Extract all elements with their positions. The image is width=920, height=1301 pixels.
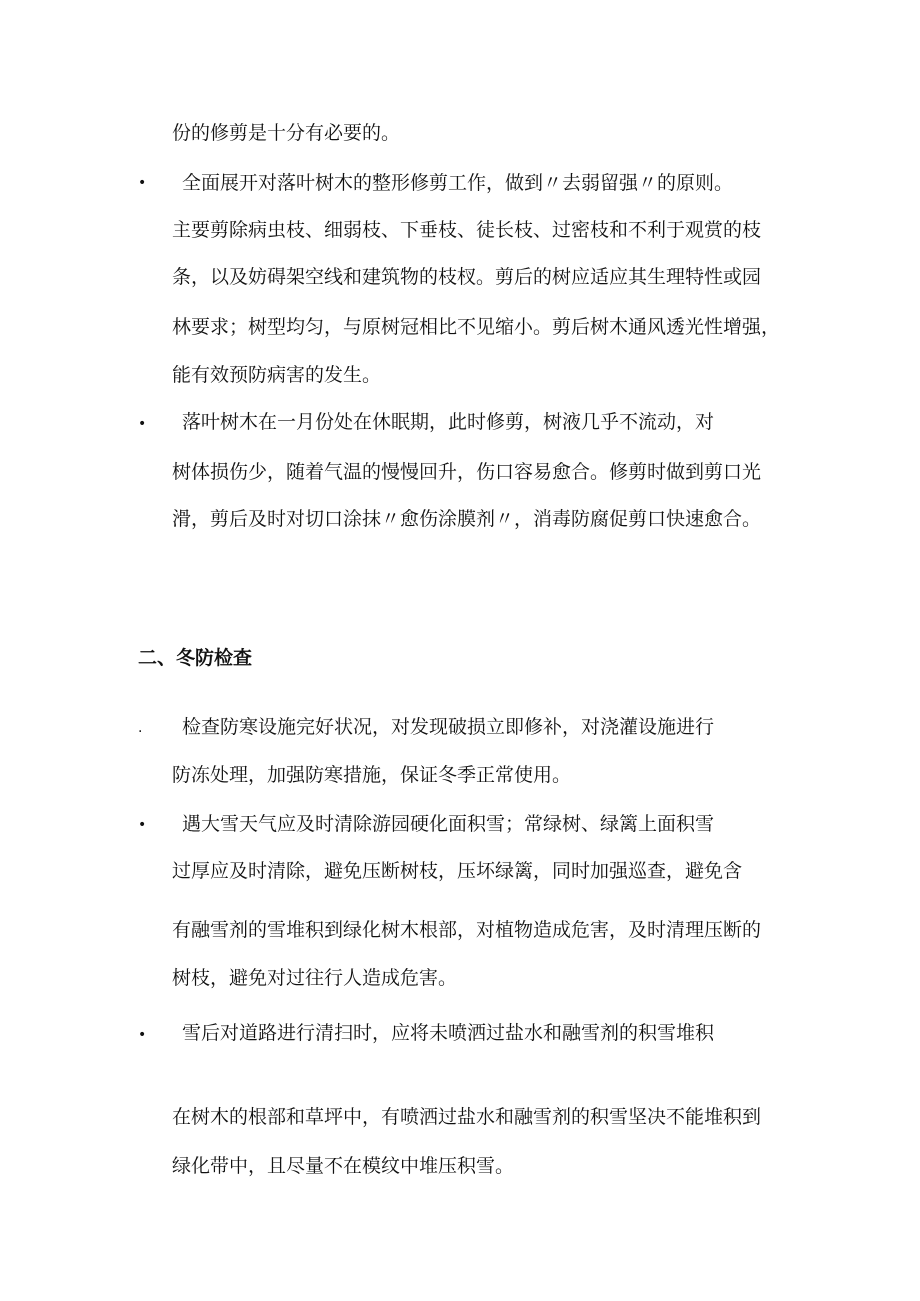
list-bullet: • xyxy=(138,416,147,432)
list-item-text: 有融雪剂的雪堆积到绿化树木根部，对植物造成危害，及时清理压断的 xyxy=(172,919,762,941)
list-item-text: 树体损伤少，随着气温的慢慢回升，伤口容易愈合。修剪时做到剪口光 xyxy=(172,461,762,483)
list-item-text: 落叶树木在一月份处在休眠期，此时修剪，树液几乎不流动，对 xyxy=(182,411,715,433)
list-bullet: . xyxy=(138,720,143,736)
list-item-text: 绿化带中，且尽量不在模纹中堆压积雪。 xyxy=(172,1155,515,1177)
list-item-text: 条，以及妨碍架空线和建筑物的枝杈。剪后的树应适应其生理特性或园 xyxy=(172,266,762,288)
list-item-text: 过厚应及时清除，避免压断树枝，压坏绿篱，同时加强巡查，避免含 xyxy=(172,860,743,882)
list-item-text: 检查防寒设施完好状况，对发现破损立即修补，对浇灌设施进行 xyxy=(182,716,715,738)
list-item-text: 雪后对道路进行清扫时，应将未喷洒过盐水和融雪剂的积雪堆积 xyxy=(182,1022,715,1044)
list-item-text: 全面展开对落叶树木的整形修剪工作，做到〃去弱留强〃的原则。 xyxy=(182,172,734,194)
list-item-text: 林要求；树型均匀，与原树冠相比不见缩小。剪后树木通风透光性增强， xyxy=(172,316,781,338)
list-bullet: • xyxy=(138,175,147,191)
list-item-text: 树枝，避免对过往行人造成危害。 xyxy=(172,967,458,989)
list-bullet: • xyxy=(138,1027,147,1043)
list-item-text: 主要剪除病虫枝、细弱枝、下垂枝、徒长枝、过密枝和不利于观赏的枝 xyxy=(172,219,762,241)
list-item-text: 滑，剪后及时对切口涂抹〃愈伤涂膜剂〃，消毒防腐促剪口快速愈合。 xyxy=(172,508,762,530)
list-item-text: 能有效预防病害的发生。 xyxy=(172,364,382,386)
list-item-text: 在树木的根部和草坪中，有喷洒过盐水和融雪剂的积雪坚决不能堆积到 xyxy=(172,1106,762,1128)
section-heading: 二、冬防检查 xyxy=(138,647,253,669)
paragraph-continuation: 份的修剪是十分有必要的。 xyxy=(172,122,401,144)
list-item-text: 遇大雪天气应及时清除游园硬化面积雪；常绿树、绿篱上面积雪 xyxy=(182,813,715,835)
list-bullet: • xyxy=(138,817,147,833)
list-item-text: 防冻处理，加强防寒措施，保证冬季正常使用。 xyxy=(172,764,572,786)
